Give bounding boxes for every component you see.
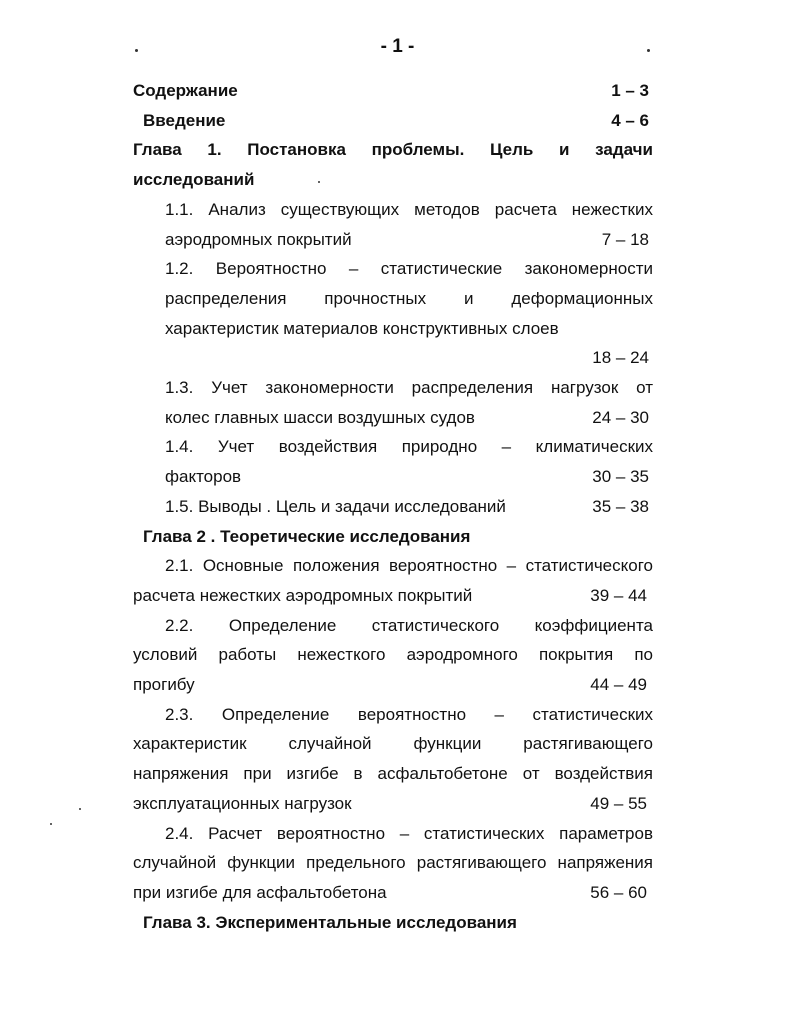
toc-entry-pages: 4 – 6 — [611, 110, 649, 130]
table-of-contents — [133, 76, 653, 937]
chapter-title: Глава 2 . Теоретические исследования — [143, 526, 471, 546]
toc-item-1-5[interactable] — [133, 492, 653, 522]
scan-speck — [79, 808, 81, 810]
toc-item-line: прогибу — [133, 675, 195, 695]
toc-item-2-1[interactable] — [133, 551, 653, 610]
toc-item-line: 1.3. Учет закономерности распределения нагрузок от — [165, 378, 653, 398]
toc-item-line: распределения прочностных и деформационных — [165, 288, 653, 308]
scan-speck — [647, 49, 650, 52]
toc-item-line: эксплуатационных нагрузок — [133, 793, 352, 813]
toc-chapter-2[interactable] — [133, 522, 653, 552]
chapter-title: Глава 3. Экспериментальные исследования — [143, 912, 517, 932]
toc-entry-pages: 1 – 3 — [611, 81, 649, 100]
toc-item-line: случайной функции предельного растягивающего напряжения — [133, 853, 653, 873]
toc-entry-pages: 44 – 49 — [590, 675, 647, 695]
toc-item-line: аэродромных покрытий — [165, 229, 352, 249]
toc-item-line: 2.2. Определение статистического коэффициента — [165, 615, 653, 635]
toc-entry-pages: 39 – 44 — [590, 585, 647, 605]
toc-item-line: 2.3. Определение вероятностно – статистических — [165, 704, 653, 724]
toc-item-1-3[interactable] — [133, 373, 653, 432]
toc-item-1-4[interactable] — [133, 432, 653, 491]
toc-item-line: расчета нежестких аэродромных покрытий — [133, 585, 473, 605]
toc-item-line: характеристик случайной функции растягивающего — [133, 734, 653, 754]
toc-item-line: 1.5. Выводы . Цель и задачи исследований — [165, 496, 506, 516]
toc-entry-intro[interactable] — [133, 106, 653, 136]
toc-item-line: 2.1. Основные положения вероятностно – статистического — [165, 556, 653, 576]
toc-item-line: 1.1. Анализ существующих методов расчета нежестких — [165, 199, 653, 219]
toc-item-1-1[interactable] — [133, 195, 653, 254]
toc-entry-pages: 18 – 24 — [592, 348, 649, 368]
toc-item-line: при изгибе для асфальтобетона — [133, 882, 387, 902]
toc-item-line: напряжения при изгибе в асфальтобетоне от воздействия — [133, 764, 653, 784]
toc-item-line: 2.4. Расчет вероятностно – статистических параметров — [165, 823, 653, 843]
chapter-title-line: Глава 1. Постановка проблемы. Цель и задачи — [133, 140, 653, 160]
toc-item-2-2[interactable] — [133, 611, 653, 700]
toc-entry-pages: 7 – 18 — [601, 229, 649, 249]
toc-item-line: характеристик материалов конструктивных слоев — [165, 318, 559, 338]
toc-entry-label: Введение — [143, 110, 226, 130]
page-number: - 1 - — [380, 36, 415, 57]
toc-entry-pages: 24 – 30 — [592, 407, 649, 427]
toc-entry-label: Содержание — [133, 81, 238, 100]
toc-item-line: колес главных шасси воздушных судов — [165, 407, 475, 427]
toc-item-line: условий работы нежесткого аэродромного покрытия по — [133, 645, 653, 665]
toc-item-line: 1.2. Вероятностно – статистические закономерности — [165, 259, 653, 279]
toc-entry-contents[interactable] — [133, 76, 653, 106]
scan-speck — [50, 823, 52, 825]
toc-item-2-3[interactable] — [133, 700, 653, 819]
toc-entry-pages: 49 – 55 — [590, 793, 647, 813]
toc-item-2-4[interactable] — [133, 819, 653, 908]
toc-entry-pages: 56 – 60 — [590, 882, 647, 902]
toc-entry-pages: 30 – 35 — [592, 467, 649, 487]
toc-item-line: факторов — [165, 467, 242, 487]
toc-item-line: 1.4. Учет воздействия природно – климатических — [165, 437, 653, 457]
toc-chapter-3[interactable] — [133, 908, 653, 938]
toc-item-1-2[interactable] — [133, 254, 653, 373]
chapter-title-line: исследований — [133, 170, 255, 190]
toc-chapter-1[interactable] — [133, 135, 653, 194]
toc-entry-pages: 35 – 38 — [592, 496, 649, 516]
scan-speck — [135, 49, 138, 52]
